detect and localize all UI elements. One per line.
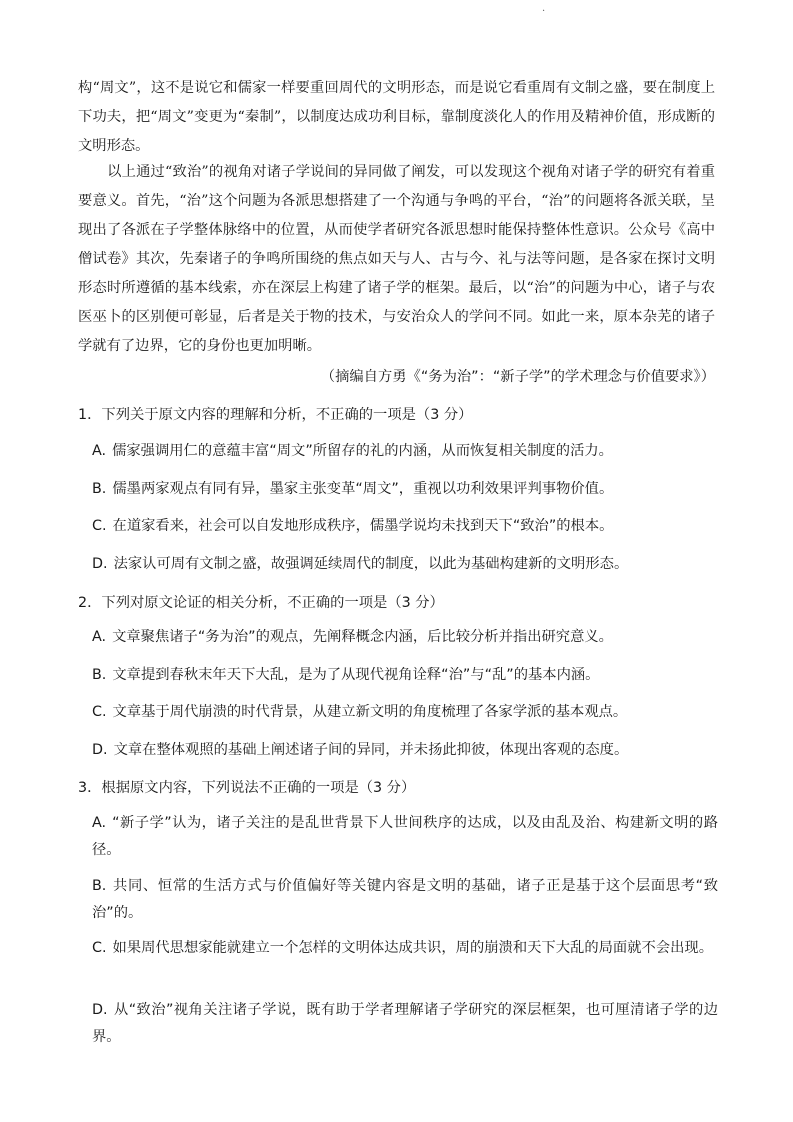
passage-paragraph-1: 构“周文”，这不是说它和儒家一样要重回周代的文明形态，而是说它看重周有文制之盛，要在制度上下功夫，把“周文”变更为“秦制”，以制度达成功利目标，靠制度淡化人的作用及精神价值，形成断的文明形态。	[78, 80, 715, 154]
question-3-option-c: C. 如果周代思想家能就建立一个怎样的文明体达成共识，周的崩溃和天下大乱的局面就不会出现。	[92, 940, 713, 956]
question-3-option-d: D. 从“致治”视角关注诸子学说，既有助于学者理解诸子学研究的深层框架，也可厘清诸子学的边界。	[92, 1002, 718, 1045]
question-2-option-b: B. 文章提到春秋末年天下大乱，是为了从现代视角诠释“治”与“乱”的基本内涵。	[92, 667, 600, 683]
question-1-option-b: B. 儒墨两家观点有同有异，墨家主张变革“周文”，重视以功利效果评判事物价值。	[92, 481, 614, 497]
question-2-stem: 2．下列对原文论证的相关分析，不正确的一项是（3 分）	[78, 595, 444, 611]
question-3-option-b: B. 共同、恒常的生活方式与价值偏好等关键内容是文明的基础，诸子正是基于这个层面思考“致治”的。	[92, 878, 718, 921]
question-1-stem: 1．下列关于原文内容的理解和分析，不正确的一项是（3 分）	[78, 407, 473, 423]
passage-paragraph-2: 以上通过“致治”的视角对诸子学说间的异同做了阐发，可以发现这个视角对诸子学的研究有着重要意义。首先，“治”这个问题为各派思想搭建了一个沟通与争鸣的平台，“治”的问题将各派关联，呈现出了各派在子学整体脉络中的位置，从而使学者研究各派思想时能保持整体性意识。公众号《高中僧试卷》其次，先秦诸子的争鸣所围绕的焦点如天与人、古与今、礼与法等问题，是各家在探讨文明形态时所遵循的基本线索，亦在深层上构建了诸子学的框架。最后，以“治”的问题为中心，诸子与农医巫卜的区别便可彰显，后者是关于物的技术，与安治众人的学问不同。如此一来，原本杂芜的诸子学就有了边界，它的身份也更加明晰。	[78, 164, 715, 354]
question-1-option-d: D. 法家认可周有文制之盛，故强调延续周代的制度，以此为基础构建新的文明形态。	[92, 556, 629, 572]
question-3-option-a: A. “新子学”认为，诸子关注的是乱世背景下人世间秩序的达成，以及由乱及治、构建新文明的路径。	[92, 815, 718, 858]
question-2-option-a: A. 文章聚焦诸子“务为治”的观点，先阐释概念内涵，后比较分析并指出研究意义。	[92, 629, 613, 645]
header-mark: ·	[542, 6, 546, 17]
question-1-option-c: C. 在道家看来，社会可以自发地形成秩序，儒墨学说均未找到天下“致治”的根本。	[92, 518, 614, 534]
question-2-option-c: C. 文章基于周代崩溃的时代背景，从建立新文明的角度梳理了各家学派的基本观点。	[92, 704, 628, 720]
passage-source: （摘编自方勇《“务为治”：“新子学”的学术理念与价值要求》）	[320, 369, 715, 385]
question-3-stem: 3．根据原文内容，下列说法不正确的一项是（3 分）	[78, 780, 416, 796]
question-2-option-d: D. 文章在整体观照的基础上阐述诸子间的异同，并未扬此抑彼，体现出客观的态度。	[92, 742, 629, 758]
question-1-option-a: A. 儒家强调用仁的意蕴丰富“周文”所留存的礼的内涵，从而恢复相关制度的活力。	[92, 443, 613, 459]
